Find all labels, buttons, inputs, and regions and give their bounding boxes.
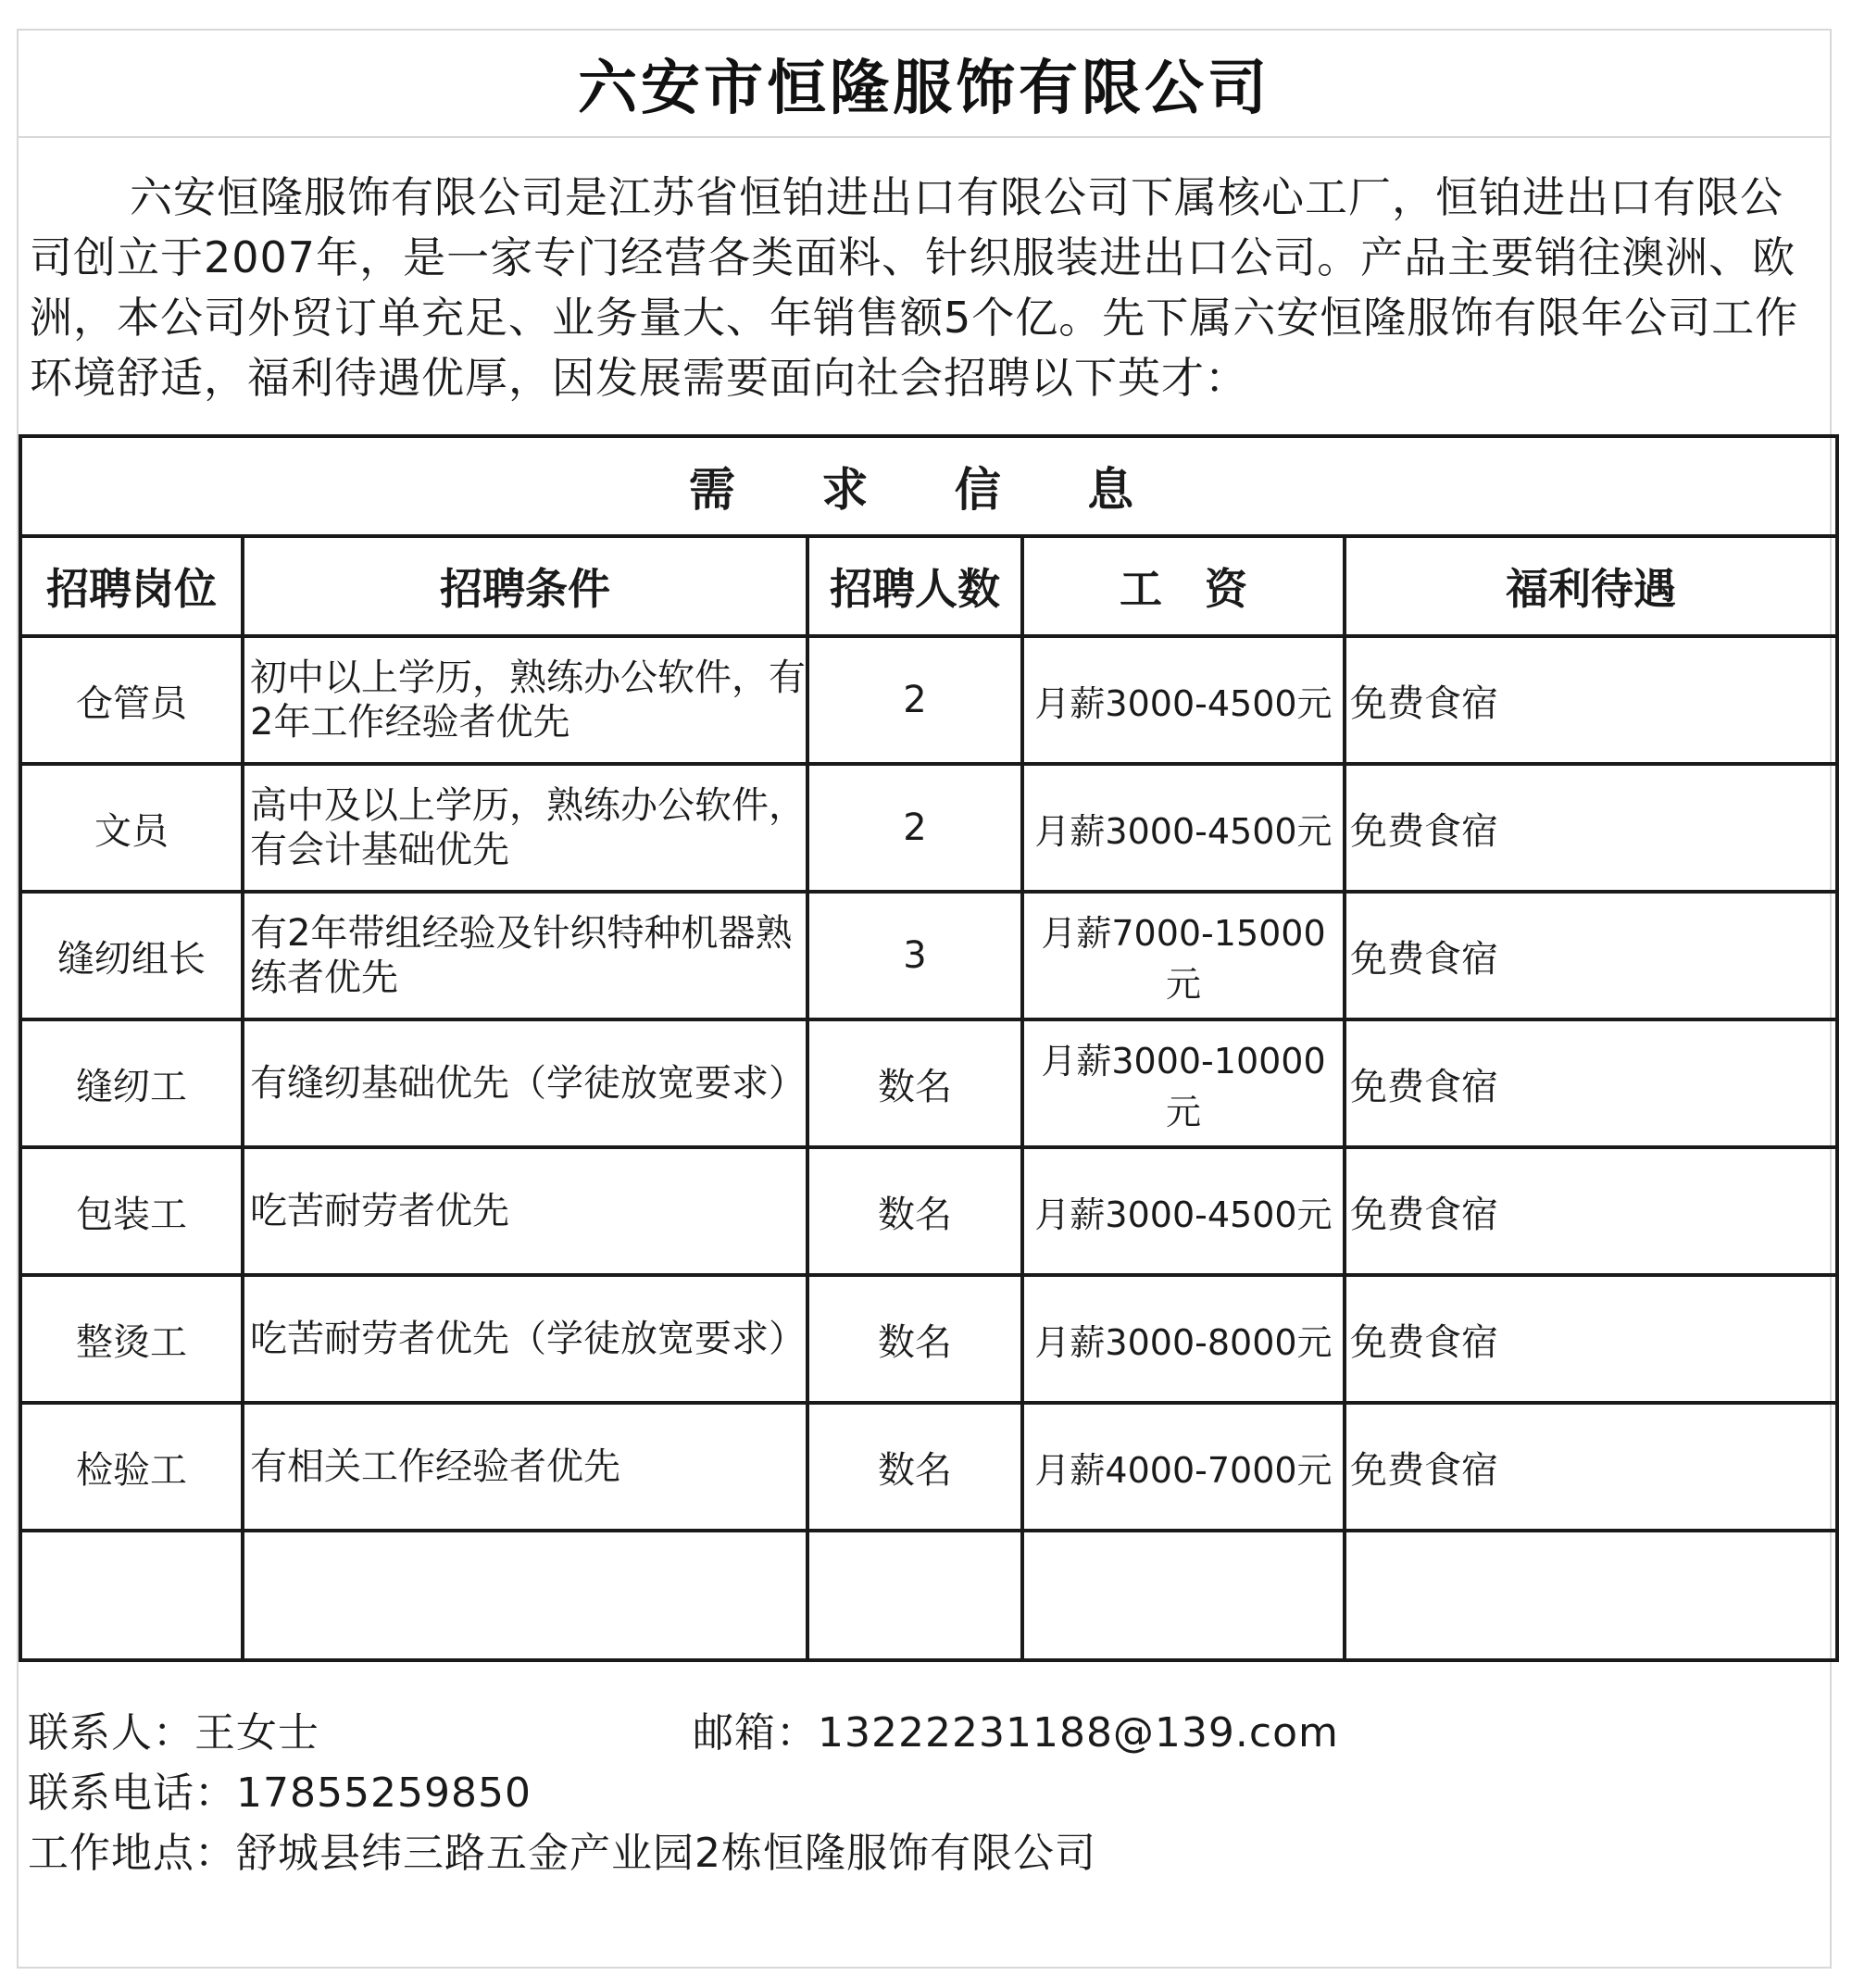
requirement-cell: 吃苦耐劳者优先（学徒放宽要求） — [243, 1275, 807, 1403]
empty-cell — [807, 1531, 1022, 1660]
recruitment-sheet — [17, 29, 1832, 1969]
benefit-cell: 免费食宿 — [1345, 1275, 1837, 1403]
empty-cell — [1022, 1531, 1345, 1660]
empty-cell — [243, 1531, 807, 1660]
contact-email: 邮箱：13222231188@139.com — [693, 1709, 1339, 1757]
count-cell: 2 — [807, 764, 1022, 892]
benefit-cell: 免费食宿 — [1345, 1403, 1837, 1531]
salary-cell: 月薪7000-15000元 — [1022, 892, 1345, 1019]
requirement-cell: 有2年带组经验及针织特种机器熟练者优先 — [243, 892, 807, 1019]
count-cell: 数名 — [807, 1403, 1022, 1531]
benefit-cell: 免费食宿 — [1345, 1019, 1837, 1147]
job-table — [19, 434, 1839, 1662]
empty-cell — [20, 1531, 243, 1660]
table-row — [20, 1147, 1837, 1275]
benefit-cell: 免费食宿 — [1345, 1147, 1837, 1275]
company-intro: 六安恒隆服饰有限公司是江苏省恒铂进出口有限公司下属核心工厂，恒铂进出口有限公司创立于2007年，是一家专门经营各类面料、针织服装进出口公司。产品主要销往澳洲、欧洲，本公司外贸订单充足、业务量大、年销售额5个亿。先下属六安恒隆服饰有限年公司工作环境舒适，福利待遇优厚，因发展需要面向社会招聘以下英才： — [30, 172, 1799, 403]
position-cell: 缝纫工 — [20, 1019, 243, 1147]
empty-cell — [1345, 1531, 1837, 1660]
count-cell: 3 — [807, 892, 1022, 1019]
salary-cell: 月薪3000-8000元 — [1022, 1275, 1345, 1403]
empty-table-row — [20, 1531, 1837, 1660]
requirements-section-title: 需 求 信 息 — [20, 436, 1837, 536]
salary-cell: 月薪3000-4500元 — [1022, 1147, 1345, 1275]
position-cell: 整烫工 — [20, 1275, 243, 1403]
count-cell: 2 — [807, 636, 1022, 764]
company-title: 六安市恒隆服饰有限公司 — [578, 55, 1270, 123]
table-row — [20, 892, 1837, 1019]
header-requirement: 招聘条件 — [243, 536, 807, 636]
position-cell: 缝纫组长 — [20, 892, 243, 1019]
position-cell: 仓管员 — [20, 636, 243, 764]
count-cell: 数名 — [807, 1275, 1022, 1403]
salary-cell: 月薪3000-4500元 — [1022, 764, 1345, 892]
requirement-cell: 高中及以上学历，熟练办公软件，有会计基础优先 — [243, 764, 807, 892]
work-address: 工作地点：舒城县纬三路五金产业园2栋恒隆服饰有限公司 — [28, 1830, 1096, 1877]
table-row — [20, 1019, 1837, 1147]
position-cell: 文员 — [20, 764, 243, 892]
salary-cell: 月薪3000-10000元 — [1022, 1019, 1345, 1147]
requirement-cell: 有缝纫基础优先（学徒放宽要求） — [243, 1019, 807, 1147]
header-salary: 工 资 — [1022, 536, 1345, 636]
table-row — [20, 1275, 1837, 1403]
title-row — [19, 31, 1830, 138]
table-row — [20, 636, 1837, 764]
benefit-cell: 免费食宿 — [1345, 636, 1837, 764]
header-benefit: 福利待遇 — [1345, 536, 1837, 636]
benefit-cell: 免费食宿 — [1345, 892, 1837, 1019]
benefit-cell: 免费食宿 — [1345, 764, 1837, 892]
header-count: 招聘人数 — [807, 536, 1022, 636]
table-row — [20, 764, 1837, 892]
table-row — [20, 1403, 1837, 1531]
header-position: 招聘岗位 — [20, 536, 243, 636]
position-cell: 检验工 — [20, 1403, 243, 1531]
contact-person: 联系人：王女士 — [28, 1709, 319, 1757]
salary-cell: 月薪4000-7000元 — [1022, 1403, 1345, 1531]
count-cell: 数名 — [807, 1147, 1022, 1275]
count-cell: 数名 — [807, 1019, 1022, 1147]
position-cell: 包装工 — [20, 1147, 243, 1275]
contact-phone: 联系电话：17855259850 — [28, 1769, 532, 1817]
requirement-cell: 有相关工作经验者优先 — [243, 1403, 807, 1531]
requirement-cell: 吃苦耐劳者优先 — [243, 1147, 807, 1275]
requirement-cell: 初中以上学历，熟练办公软件，有2年工作经验者优先 — [243, 636, 807, 764]
salary-cell: 月薪3000-4500元 — [1022, 636, 1345, 764]
